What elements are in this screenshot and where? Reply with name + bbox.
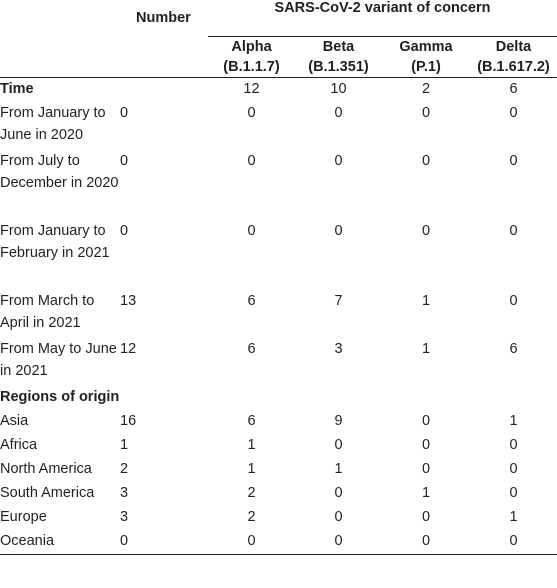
cell-alpha: 0 <box>208 530 295 555</box>
cell-gamma: 0 <box>421 461 431 477</box>
header-variant-group: SARS-CoV-2 variant of concern <box>208 0 557 37</box>
variant-name: Delta <box>495 39 532 55</box>
header-variant-alpha <box>208 37 295 78</box>
table-row <box>0 530 557 555</box>
row-label: South America <box>0 485 95 501</box>
cell-beta: 0 <box>295 530 382 555</box>
cell-number <box>120 78 208 103</box>
cell-number: 0 <box>120 530 208 555</box>
cell-delta: 6 <box>509 81 518 97</box>
section-label: Regions of origin <box>0 389 120 405</box>
table-row <box>0 338 557 386</box>
cell-number: 0 <box>120 105 129 121</box>
cell-delta: 0 <box>509 105 518 121</box>
cell-gamma: 1 <box>421 341 431 357</box>
row-label: Africa <box>0 437 38 453</box>
cell-delta: 0 <box>509 293 518 309</box>
cell-beta: 0 <box>334 223 343 239</box>
cell-gamma: 1 <box>421 485 431 501</box>
variant-lineage: (P.1) <box>411 59 441 75</box>
cell-delta: 0 <box>509 437 518 453</box>
cell-beta: 0 <box>334 485 343 501</box>
cell-beta: 1 <box>334 461 343 477</box>
cell-number: 3 <box>120 485 129 501</box>
cell-delta: 6 <box>509 341 518 357</box>
table-row <box>0 290 557 338</box>
cell-number: 3 <box>120 509 129 525</box>
cell-alpha: 6 <box>247 341 256 357</box>
cell-alpha: 0 <box>247 153 256 169</box>
row-label: Asia <box>0 413 29 429</box>
cell-beta: 10 <box>330 81 347 97</box>
row-label: From March to April in 2021 <box>0 293 95 331</box>
cell-delta: 1 <box>509 509 518 525</box>
cell-alpha: 1 <box>247 437 256 453</box>
cell-beta: 9 <box>334 413 343 429</box>
cell-gamma: 0 <box>421 105 431 121</box>
header-blank-2 <box>0 37 120 78</box>
cell-number: 16 <box>120 413 137 429</box>
cell-delta: 0 <box>509 153 518 169</box>
variant-lineage: (B.1.617.2) <box>477 59 550 75</box>
cell-alpha: 2 <box>247 509 256 525</box>
cell-alpha: 0 <box>247 223 256 239</box>
cell-beta: 3 <box>334 341 343 357</box>
table-row <box>0 458 557 482</box>
header-row-2 <box>0 37 557 78</box>
table-row <box>0 150 557 220</box>
row-label: From January to February in 2021 <box>0 223 110 261</box>
cell-beta: 7 <box>334 293 343 309</box>
header-row-1 <box>0 0 557 37</box>
cell-number: 0 <box>120 153 129 169</box>
cell-delta: 0 <box>509 461 518 477</box>
table-row <box>0 506 557 530</box>
header-number: Number <box>136 10 191 27</box>
cell-alpha: 12 <box>243 81 260 97</box>
cell-gamma: 0 <box>382 530 470 555</box>
cell-gamma: 0 <box>421 413 431 429</box>
row-label: North America <box>0 461 92 477</box>
cell-beta: 0 <box>334 153 343 169</box>
cell-gamma: 1 <box>421 293 431 309</box>
header-variant-delta <box>470 37 557 78</box>
row-label: From July to December in 2020 <box>0 153 119 191</box>
variant-lineage: (B.1.351) <box>308 59 369 75</box>
cell-delta: 1 <box>509 413 518 429</box>
cell-alpha: 1 <box>247 461 256 477</box>
header-blank-3 <box>120 37 208 78</box>
cell-gamma: 0 <box>421 437 431 453</box>
table-row <box>0 410 557 434</box>
section-row-time <box>0 78 557 103</box>
cell-delta: 0 <box>509 223 518 239</box>
cell-number: 0 <box>120 223 129 239</box>
header-blank <box>0 0 120 37</box>
row-label: From January to June in 2020 <box>0 105 106 143</box>
cell-beta: 0 <box>334 105 343 121</box>
header-variant-beta <box>295 37 382 78</box>
cell-number: 2 <box>120 461 129 477</box>
row-label: Oceania <box>0 530 120 555</box>
cell-gamma: 0 <box>421 509 431 525</box>
section-label: Time <box>0 81 34 97</box>
cell-delta: 0 <box>509 485 518 501</box>
table-row <box>0 220 557 290</box>
cell-number: 13 <box>120 293 137 309</box>
table-row <box>0 102 557 150</box>
cell-gamma: 2 <box>421 81 431 97</box>
cell-number: 12 <box>120 341 137 357</box>
cell-alpha: 2 <box>247 485 256 501</box>
section-row-regions <box>0 386 557 410</box>
cell-alpha: 6 <box>247 293 256 309</box>
cell-gamma: 0 <box>421 223 431 239</box>
cell-alpha: 0 <box>247 105 256 121</box>
cell-alpha: 6 <box>247 413 256 429</box>
cell-gamma: 0 <box>421 153 431 169</box>
variant-lineage: (B.1.1.7) <box>223 59 280 75</box>
variant-name: Gamma <box>399 39 453 55</box>
variant-name: Alpha <box>231 39 272 55</box>
table-row <box>0 434 557 458</box>
table-row <box>0 482 557 506</box>
header-variant-gamma <box>382 37 470 78</box>
variant-name: Beta <box>322 39 355 55</box>
cell-beta: 0 <box>334 509 343 525</box>
cell-delta: 0 <box>470 530 557 555</box>
cell-number: 1 <box>120 437 129 453</box>
row-label: Europe <box>0 509 47 525</box>
cell-beta: 0 <box>334 437 343 453</box>
row-label: From May to June in 2021 <box>0 341 117 379</box>
